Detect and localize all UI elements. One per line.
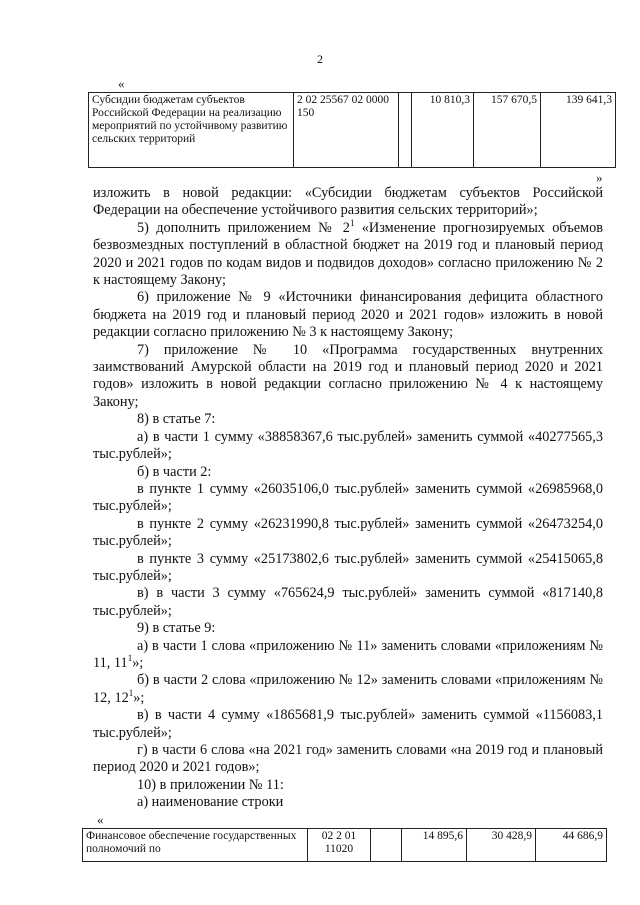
- paragraph: г) в части 6 слова «на 2021 год» заменить словами «на 2019 год и плановый период 2020 и 2021 годов»;: [93, 742, 603, 776]
- paragraph: а) в части 1 слова «приложению № 11» заменить словами «приложениям № 11, $11^1$»;: [93, 637, 603, 671]
- document-body: [93, 185, 603, 812]
- row-code-cell: 02 2 01 11020: [308, 829, 371, 862]
- paragraph: в) в части 3 сумму «765624,9 тыс.рублей» заменить суммой «817140,8 тыс.рублей»;: [93, 585, 603, 619]
- close-quote-1: »: [596, 170, 603, 185]
- value-2019-cell: 10 810,3: [412, 93, 474, 168]
- row-code-cell: 2 02 25567 02 0000 150: [294, 93, 399, 168]
- paragraph: 6) приложение № 9 «Источники финансирования дефицита областного бюджета на 2019 год и плановый период 2020 и 2021 годов» изложить в новой редакции согласно приложению № 3 к настоящему Закону;: [93, 289, 603, 341]
- table-row: [89, 93, 616, 168]
- table-row: [83, 829, 607, 862]
- paragraph: в) в части 4 сумму «1865681,9 тыс.рублей» заменить суммой «1156083,1 тыс.рублей»;: [93, 707, 603, 741]
- value-2021-cell: 139 641,3: [541, 93, 616, 168]
- open-quote-1: «: [118, 76, 125, 91]
- paragraph: а) наименование строки: [137, 794, 284, 811]
- paragraph: в пункте 1 сумму «26035106,0 тыс.рублей» заменить суммой «26985968,0 тыс.рублей»;: [93, 480, 603, 515]
- budget-table-2: [82, 828, 607, 862]
- paragraph: б) в части 2:: [137, 463, 212, 480]
- row-name-cell: Финансовое обеспечение государственных полномочий по: [83, 829, 308, 862]
- value-2019-cell: 14 895,6: [402, 829, 467, 862]
- value-2021-cell: 44 686,9: [536, 829, 607, 862]
- paragraph: в пункте 2 сумму «26231990,8 тыс.рублей» заменить суммой «26473254,0 тыс.рублей»;: [93, 515, 603, 550]
- paragraph: в пункте 3 сумму «25173802,6 тыс.рублей» заменить суммой «25415065,8 тыс.рублей»;: [93, 550, 603, 584]
- value-2020-cell: 30 428,9: [467, 829, 536, 862]
- empty-cell: [399, 93, 412, 168]
- paragraph: 7) приложение № 10 «Программа государственных внутренних заимствований Амурской области на 2019 год и плановый период 2020 и 2021 годов» изложить в новой редакции согласно приложению № 4 к настоящему Закону;: [93, 341, 603, 410]
- page-number: 2: [317, 52, 323, 66]
- open-quote-2: «: [97, 812, 104, 827]
- paragraph: б) в части 2 слова «приложению № 12» заменить словами «приложениям № 12, $12^1$»;: [93, 672, 603, 706]
- value-2020-cell: 157 670,5: [474, 93, 541, 168]
- paragraph: 10) в приложении № 11:: [137, 776, 284, 793]
- row-name-cell: Субсидии бюджетам субъектов Российской Федерации на реализацию мероприятий по устойчивому развитию сельских территорий: [89, 93, 294, 168]
- budget-table-1: [88, 92, 616, 168]
- paragraph: 9) в статье 9:: [137, 620, 216, 637]
- empty-cell: [371, 829, 402, 862]
- paragraph: изложить в новой редакции: «Субсидии бюджетам субъектов Российской Федерации на обеспечение устойчивого развития сельских территорий»;: [93, 185, 603, 219]
- paragraph: а) в части 1 сумму «38858367,6 тыс.рублей» заменить суммой «40277565,3 тыс.рублей»;: [93, 428, 603, 463]
- paragraph: 8) в статье 7:: [137, 411, 216, 428]
- paragraph: 5) дополнить приложением № $2^1$ «Изменение прогнозируемых объемов безвозмездных поступлений в областной бюджет на 2019 год и плановый период 2020 и 2021 годов по кодам видов и подвидов доходов» согласно приложению № 2 к настоящему Закону;: [93, 218, 603, 289]
